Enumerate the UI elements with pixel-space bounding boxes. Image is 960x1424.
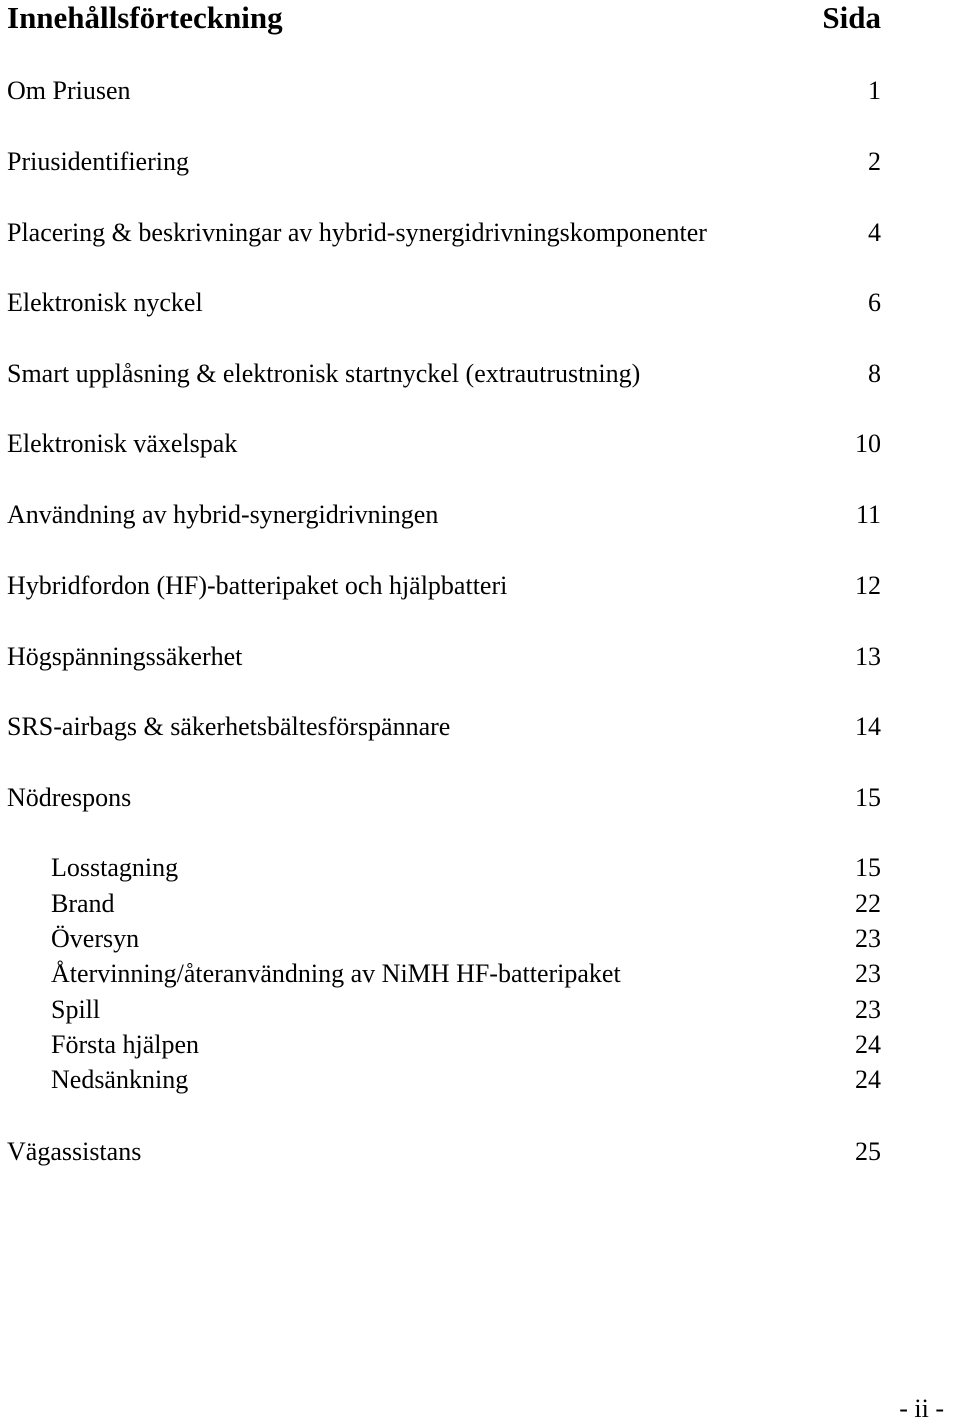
toc-entry-page: 2 — [868, 147, 881, 176]
toc-entry-page: 6 — [868, 288, 881, 317]
toc-subentry-title: Första hjälpen — [51, 1030, 200, 1059]
toc-entry-page: 10 — [855, 429, 881, 458]
toc-entry-title: Hybridfordon (HF)-batteripaket och hjälpbatteri — [7, 571, 508, 600]
toc-entry[interactable] — [7, 215, 881, 251]
toc-subentry[interactable] — [51, 1063, 881, 1097]
toc-entry-page: 12 — [855, 571, 881, 600]
toc-entry[interactable] — [7, 356, 881, 392]
toc-entry-title: Placering & beskrivningar av hybrid-synergidrivningskomponenter — [7, 218, 707, 247]
toc-entry[interactable] — [7, 497, 881, 533]
toc-entry-title: Priusidentifiering — [7, 147, 189, 176]
toc-entry[interactable] — [7, 639, 881, 675]
toc-subentry[interactable] — [51, 851, 881, 885]
toc-entry-title: Högspänningssäkerhet — [7, 642, 243, 671]
toc-entry[interactable] — [7, 709, 881, 745]
toc-entry-page: 1 — [868, 76, 881, 105]
toc-entry-title: Om Priusen — [7, 76, 131, 105]
toc-header — [7, 0, 881, 40]
toc-entry[interactable] — [7, 144, 881, 180]
toc-entry-page: 25 — [855, 1137, 881, 1166]
toc-entry-page: 14 — [855, 712, 881, 741]
toc-subentry-page: 23 — [855, 995, 881, 1024]
toc-entry-title: Smart upplåsning & elektronisk startnyckel (extrautrustning) — [7, 359, 641, 388]
toc-subentry-page: 15 — [855, 853, 881, 882]
toc-entry-title: Nödrespons — [7, 783, 132, 812]
toc-subentry-title: Återvinning/återanvändning av NiMH HF-batteripaket — [51, 959, 621, 988]
toc-entry-page: 13 — [855, 642, 881, 671]
toc-subentry-title: Översyn — [51, 924, 140, 953]
toc-entry[interactable] — [7, 568, 881, 604]
toc-entry[interactable] — [7, 285, 881, 321]
toc-entry[interactable] — [7, 780, 881, 816]
toc-subentry-page: 24 — [855, 1030, 881, 1059]
toc-subentry-page: 24 — [855, 1065, 881, 1094]
page-title: Innehållsförteckning — [7, 0, 283, 35]
toc-subentry-page: 23 — [855, 959, 881, 988]
toc-entry-page: 11 — [855, 500, 881, 529]
toc-entry-title: Elektronisk nyckel — [7, 288, 203, 317]
toc-subentry[interactable] — [51, 993, 881, 1027]
toc-entry[interactable] — [7, 426, 881, 462]
toc-entry-title: Användning av hybrid-synergidrivningen — [7, 500, 439, 529]
toc-entry-title: Vägassistans — [7, 1137, 142, 1166]
page-column-heading: Sida — [822, 0, 881, 35]
toc-subentry-title: Nedsänkning — [51, 1065, 189, 1094]
toc-entry-page: 15 — [855, 783, 881, 812]
toc-entry-title: Elektronisk växelspak — [7, 429, 238, 458]
toc-subentry-page: 22 — [855, 889, 881, 918]
toc-subentry-title: Brand — [51, 889, 115, 918]
toc-entry-page: 8 — [868, 359, 881, 388]
toc-entry-page: 4 — [868, 218, 881, 247]
toc-subentry[interactable] — [51, 887, 881, 921]
page-number-footer: - ii - — [899, 1394, 944, 1423]
toc-subentry[interactable] — [51, 922, 881, 956]
toc-subentry-title: Spill — [51, 995, 101, 1024]
toc-entry-title: SRS-airbags & säkerhetsbältesförspännare — [7, 712, 451, 741]
toc-entry[interactable] — [7, 73, 881, 109]
toc-subentry-page: 23 — [855, 924, 881, 953]
toc-subentry[interactable] — [51, 1028, 881, 1062]
toc-subentry[interactable] — [51, 957, 881, 991]
toc-subentry-title: Losstagning — [51, 853, 179, 882]
toc-entry[interactable] — [7, 1134, 881, 1170]
